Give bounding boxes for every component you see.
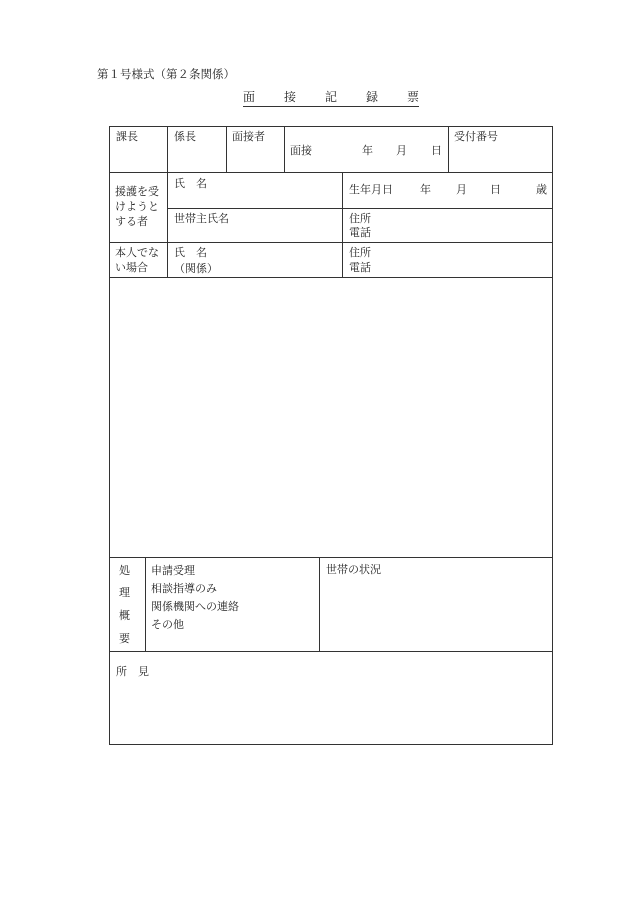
findings-label: 所 見 <box>116 665 149 678</box>
title-char: 票 <box>406 90 419 104</box>
birth-date-label: 生年月日 <box>349 183 393 196</box>
col-divider <box>448 126 449 173</box>
householder-name-label: 世帯主氏名 <box>174 212 229 225</box>
processing-option: 相談指導のみ <box>151 582 217 595</box>
processing-label-char: 処 <box>119 564 130 577</box>
table-border-left <box>109 126 110 745</box>
non-applicant-section-label <box>115 245 159 275</box>
interview-month-label: 月 <box>396 144 407 157</box>
kakaricho-label: 係長 <box>174 130 196 143</box>
col-divider <box>319 557 320 652</box>
col-divider <box>167 126 168 173</box>
col-divider <box>284 126 285 173</box>
col-divider <box>342 172 343 278</box>
label-line: する者 <box>115 215 148 228</box>
recipient-section-label <box>115 184 159 229</box>
processing-label-char: 要 <box>119 632 130 645</box>
household-status-label: 世帯の状況 <box>326 563 381 576</box>
age-label: 歳 <box>536 183 547 196</box>
non-applicant-address-label: 住所 <box>349 246 371 259</box>
row-divider-non-applicant <box>109 277 553 278</box>
title-char: 記 <box>324 90 337 104</box>
table-border-top <box>109 126 553 127</box>
row-divider-processing <box>109 651 553 652</box>
form-title <box>243 88 419 107</box>
interview-year-label: 年 <box>362 144 373 157</box>
label-line: い場合 <box>115 261 148 274</box>
row-divider-recipient <box>109 242 553 243</box>
col-divider <box>145 557 146 652</box>
non-applicant-phone-label: 電話 <box>349 261 371 274</box>
label-line: けようと <box>115 200 159 213</box>
title-char: 面 <box>243 90 256 104</box>
non-applicant-name-label: 氏 名 <box>174 246 207 259</box>
kacho-label: 課長 <box>116 130 138 143</box>
form-number-header: 第１号様式（第２条関係） <box>97 67 235 81</box>
row-divider-approval <box>109 172 553 173</box>
row-divider-free-area <box>109 557 553 558</box>
processing-label-char: 概 <box>119 609 130 622</box>
title-char: 録 <box>365 90 378 104</box>
reception-number-label: 受付番号 <box>454 130 498 143</box>
row-divider-recipient-inner <box>167 208 553 209</box>
col-divider <box>226 126 227 173</box>
processing-option: 関係機関への連絡 <box>151 600 239 613</box>
label-line: 援護を受 <box>115 185 159 198</box>
table-border-bottom <box>109 744 553 745</box>
title-char: 接 <box>283 90 296 104</box>
relation-label: （関係） <box>174 262 218 275</box>
label-line: 本人でな <box>115 246 159 259</box>
recipient-address-label: 住所 <box>349 212 371 225</box>
recipient-name-label: 氏 名 <box>174 177 207 190</box>
processing-label-char: 理 <box>119 586 130 599</box>
birth-month-label: 月 <box>456 183 467 196</box>
processing-option: その他 <box>151 618 184 631</box>
processing-options <box>151 562 239 634</box>
col-divider <box>167 172 168 278</box>
birth-year-label: 年 <box>420 183 431 196</box>
processing-option: 申請受理 <box>151 564 195 577</box>
recipient-phone-label: 電話 <box>349 226 371 239</box>
table-border-right <box>552 126 553 745</box>
birth-day-label: 日 <box>490 183 501 196</box>
interview-day-label: 日 <box>431 144 442 157</box>
interview-date-label: 面接 <box>290 144 312 157</box>
interviewer-label: 面接者 <box>232 130 265 143</box>
